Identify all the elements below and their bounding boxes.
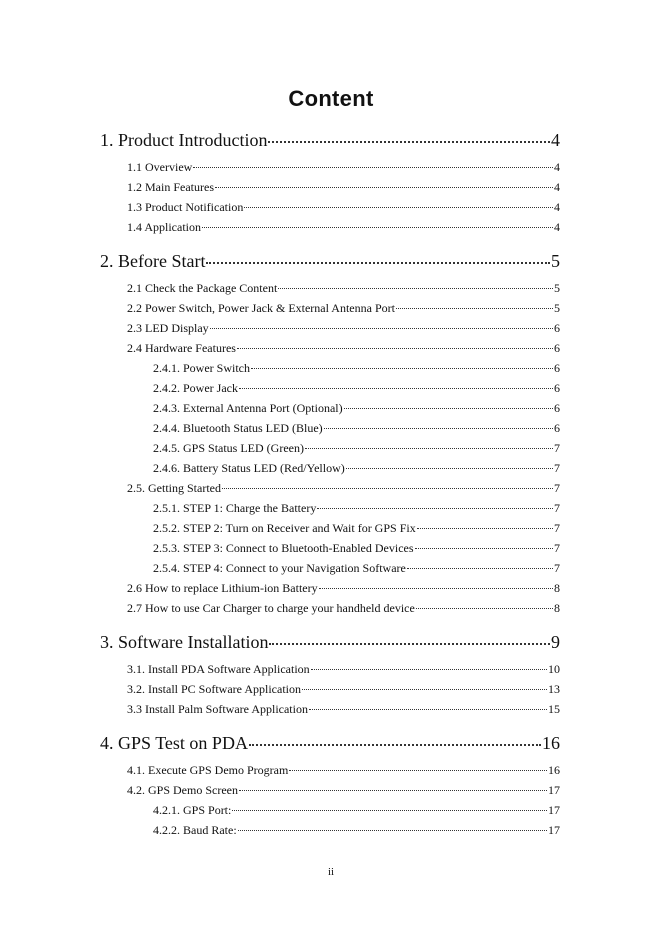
- toc-entry-page: 13: [548, 682, 560, 696]
- toc-entry-page: 17: [548, 783, 560, 797]
- toc-chapter[interactable]: [100, 733, 560, 754]
- toc-entry-page: 6: [554, 341, 560, 355]
- dot-leader: [215, 187, 553, 188]
- toc-entry[interactable]: [127, 763, 560, 778]
- dot-leader: [415, 548, 553, 549]
- dot-leader: [344, 408, 553, 409]
- toc-entry[interactable]: [127, 321, 560, 336]
- dot-leader: [346, 468, 553, 469]
- toc-entry-title: 1.3 Product Notification: [127, 200, 244, 214]
- toc-entry-page: 7: [554, 521, 560, 535]
- toc-entry-page: 6: [554, 361, 560, 375]
- toc-entry[interactable]: [127, 783, 560, 798]
- toc-entry-page: 9: [551, 632, 560, 652]
- toc-entry-page: 6: [554, 421, 560, 435]
- toc-entry[interactable]: [153, 401, 560, 416]
- toc-entry[interactable]: [127, 341, 560, 356]
- toc-entry[interactable]: [127, 301, 560, 316]
- toc-entry-title: 2.3 LED Display: [127, 321, 209, 335]
- dot-leader: [237, 348, 553, 349]
- toc-entry[interactable]: [153, 441, 560, 456]
- toc-entry[interactable]: [127, 581, 560, 596]
- toc-entry-page: 7: [554, 501, 560, 515]
- dot-leader: [222, 488, 553, 489]
- dot-leader: [232, 810, 547, 811]
- dot-leader: [289, 770, 547, 771]
- toc-entry[interactable]: [127, 662, 560, 677]
- dot-leader: [210, 328, 553, 329]
- toc-entry-title: 1.1 Overview: [127, 160, 193, 174]
- toc-entry[interactable]: [127, 682, 560, 697]
- toc-entry-page: 5: [551, 251, 560, 271]
- dot-leader: [416, 608, 553, 609]
- toc-entry-title: 4.2.1. GPS Port:: [153, 803, 232, 817]
- toc-entry[interactable]: [153, 561, 560, 576]
- toc-entry-title: 2.4.4. Bluetooth Status LED (Blue): [153, 421, 323, 435]
- dot-leader: [305, 448, 553, 449]
- toc-entry[interactable]: [127, 281, 560, 296]
- dot-leader: [407, 568, 553, 569]
- toc-entry-page: 7: [554, 561, 560, 575]
- dot-leader: [249, 744, 541, 746]
- dot-leader: [239, 790, 547, 791]
- toc-entry[interactable]: [153, 803, 560, 818]
- toc-chapter[interactable]: [100, 632, 560, 653]
- toc-entry[interactable]: [153, 361, 560, 376]
- toc-entry-title: 2.7 How to use Car Charger to charge your handheld device: [127, 601, 415, 615]
- toc-entry-page: 17: [548, 823, 560, 837]
- toc-entry-title: 2.2 Power Switch, Power Jack & External Antenna Port: [127, 301, 395, 315]
- toc-entry-title: 2.4.5. GPS Status LED (Green): [153, 441, 304, 455]
- toc-entry-title: 2.6 How to replace Lithium-ion Battery: [127, 581, 318, 595]
- toc-entry-title: 4.2. GPS Demo Screen: [127, 783, 238, 797]
- dot-leader: [278, 288, 553, 289]
- page-title: Content: [288, 86, 374, 111]
- toc-entry-title: 3. Software Installation: [100, 632, 269, 652]
- dot-leader: [417, 528, 553, 529]
- toc-entry-title: 4.2.2. Baud Rate:: [153, 823, 237, 837]
- toc-entry-title: 2.1 Check the Package Content: [127, 281, 278, 295]
- toc-entry-page: 10: [548, 662, 560, 676]
- dot-leader: [317, 508, 553, 509]
- toc-entry[interactable]: [153, 823, 560, 838]
- toc-entry[interactable]: [153, 521, 560, 536]
- toc-entry-page: 6: [554, 321, 560, 335]
- toc-entry-title: 1.2 Main Features: [127, 180, 214, 194]
- toc-entry-page: 4: [554, 180, 560, 194]
- dot-leader: [244, 207, 553, 208]
- toc-entry-title: 2.5.3. STEP 3: Connect to Bluetooth-Enabled Devices: [153, 541, 414, 555]
- toc-entry-title: 2.4.1. Power Switch: [153, 361, 250, 375]
- toc-chapter[interactable]: [100, 251, 560, 272]
- dot-leader: [239, 388, 553, 389]
- toc-entry-page: 8: [554, 601, 560, 615]
- toc-entry-title: 1.4 Application: [127, 220, 201, 234]
- toc-entry[interactable]: [127, 481, 560, 496]
- toc-entry-page: 7: [554, 481, 560, 495]
- toc-entry-page: 5: [554, 301, 560, 315]
- toc-entry[interactable]: [127, 160, 560, 175]
- dot-leader: [396, 308, 553, 309]
- toc-entry-page: 6: [554, 401, 560, 415]
- toc-entry-page: 17: [548, 803, 560, 817]
- toc-entry[interactable]: [153, 461, 560, 476]
- toc-entry[interactable]: [127, 200, 560, 215]
- toc-entry-title: 4.1. Execute GPS Demo Program: [127, 763, 289, 777]
- dot-leader: [302, 689, 547, 690]
- toc-entry-page: 8: [554, 581, 560, 595]
- toc-entry-page: 7: [554, 461, 560, 475]
- toc-entry-title: 1. Product Introduction: [100, 130, 268, 150]
- toc-entry-title: 2.4 Hardware Features: [127, 341, 236, 355]
- toc-entry-title: 2.5.4. STEP 4: Connect to your Navigation Software: [153, 561, 406, 575]
- toc-entry[interactable]: [127, 180, 560, 195]
- toc-entry[interactable]: [153, 421, 560, 436]
- dot-leader: [238, 830, 547, 831]
- dot-leader: [311, 669, 547, 670]
- toc-entry[interactable]: [153, 501, 560, 516]
- toc-entry-page: 4: [554, 200, 560, 214]
- toc-entry-page: 16: [548, 763, 560, 777]
- dot-leader: [324, 428, 553, 429]
- toc-entry[interactable]: [127, 702, 560, 717]
- toc-entry-title: 2.5. Getting Started: [127, 481, 221, 495]
- page-number-footer: ii: [327, 866, 335, 878]
- toc-entry-title: 3.2. Install PC Software Application: [127, 682, 301, 696]
- toc-entry-page: 7: [554, 541, 560, 555]
- toc-chapter[interactable]: [100, 130, 560, 151]
- toc-entry-page: 4: [554, 220, 560, 234]
- toc-entry-page: 16: [542, 733, 560, 753]
- dot-leader: [309, 709, 547, 710]
- toc-entry-page: 7: [554, 441, 560, 455]
- dot-leader: [251, 368, 553, 369]
- toc-entry-title: 3.3 Install Palm Software Application: [127, 702, 308, 716]
- toc-entry-page: 5: [554, 281, 560, 295]
- toc-entry[interactable]: [127, 220, 560, 235]
- dot-leader: [269, 643, 550, 645]
- toc-entry-page: 4: [551, 130, 560, 150]
- toc-entry[interactable]: [127, 601, 560, 616]
- toc-entry-title: 4. GPS Test on PDA: [100, 733, 248, 753]
- toc-entry-page: 6: [554, 381, 560, 395]
- toc-entry[interactable]: [153, 381, 560, 396]
- toc-entry-title: 3.1. Install PDA Software Application: [127, 662, 310, 676]
- dot-leader: [206, 262, 550, 264]
- dot-leader: [268, 141, 550, 143]
- toc-entry[interactable]: [153, 541, 560, 556]
- toc-entry-title: 2.5.2. STEP 2: Turn on Receiver and Wait for GPS Fix: [153, 521, 416, 535]
- toc-entry-title: 2.4.3. External Antenna Port (Optional): [153, 401, 343, 415]
- toc-entry-title: 2.4.6. Battery Status LED (Red/Yellow): [153, 461, 345, 475]
- toc-entry-title: 2. Before Start: [100, 251, 206, 271]
- toc-entry-page: 4: [554, 160, 560, 174]
- toc-entry-title: 2.5.1. STEP 1: Charge the Battery: [153, 501, 317, 515]
- toc-entry-title: 2.4.2. Power Jack: [153, 381, 238, 395]
- dot-leader: [193, 167, 553, 168]
- dot-leader: [319, 588, 553, 589]
- toc-entry-page: 15: [548, 702, 560, 716]
- dot-leader: [202, 227, 553, 228]
